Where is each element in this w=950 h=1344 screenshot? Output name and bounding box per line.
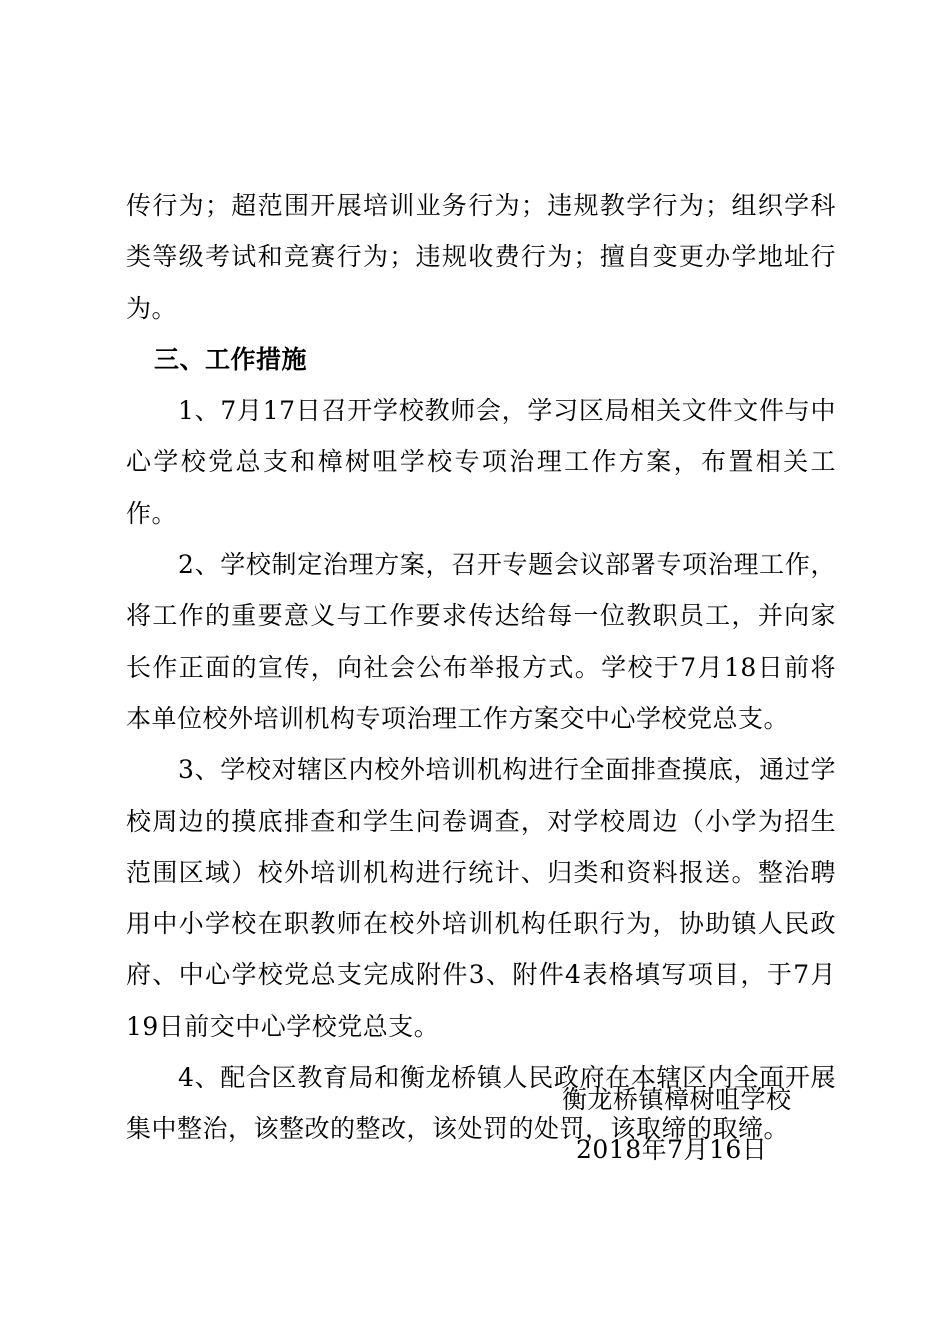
- signature-date: 2018年7月16日: [576, 1135, 768, 1164]
- measure-paragraph-3: 3、学校对辖区内校外培训机构进行全面排查摸底，通过学校周边的摸底排查和学生问卷调查，对学校周边（小学为招生范围区域）校外培训机构进行统计、归类和资料报送。整治聘用中小学校在职教师在校外培训机构任职行为，协助镇人民政府、中心学校党总支完成附件3、附件4表格填写项目，于7月19日前交中心学校党总支。: [126, 755, 836, 1041]
- signature-organization: 衡龙桥镇樟树咀学校: [562, 1085, 792, 1114]
- continuation-paragraph: 传行为；超范围开展培训业务行为；违规教学行为；组织学科类等级考试和竞赛行为；违规收费行为；擅自变更办学地址行为。: [126, 191, 836, 323]
- measure-paragraph-1: 1、7月17日召开学校教师会，学习区局相关文件文件与中心学校党总支和樟树咀学校专项治理工作方案，布置相关工作。: [126, 396, 836, 528]
- document-body: [126, 180, 836, 1155]
- measure-paragraph-4: 4、配合区教育局和衡龙桥镇人民政府在本辖区内全面开展集中整治，该整改的整改，该处罚的处罚，该取缔的取缔。: [126, 1063, 836, 1144]
- measure-paragraph-2: 2、学校制定治理方案，召开专题会议部署专项治理工作，将工作的重要意义与工作要求传达给每一位教职员工，并向家长作正面的宣传，向社会公布举报方式。学校于7月18日前将本单位校外培训机构专项治理工作方案交中心学校党总支。: [126, 550, 836, 733]
- section-heading: 三、工作措施: [154, 344, 308, 374]
